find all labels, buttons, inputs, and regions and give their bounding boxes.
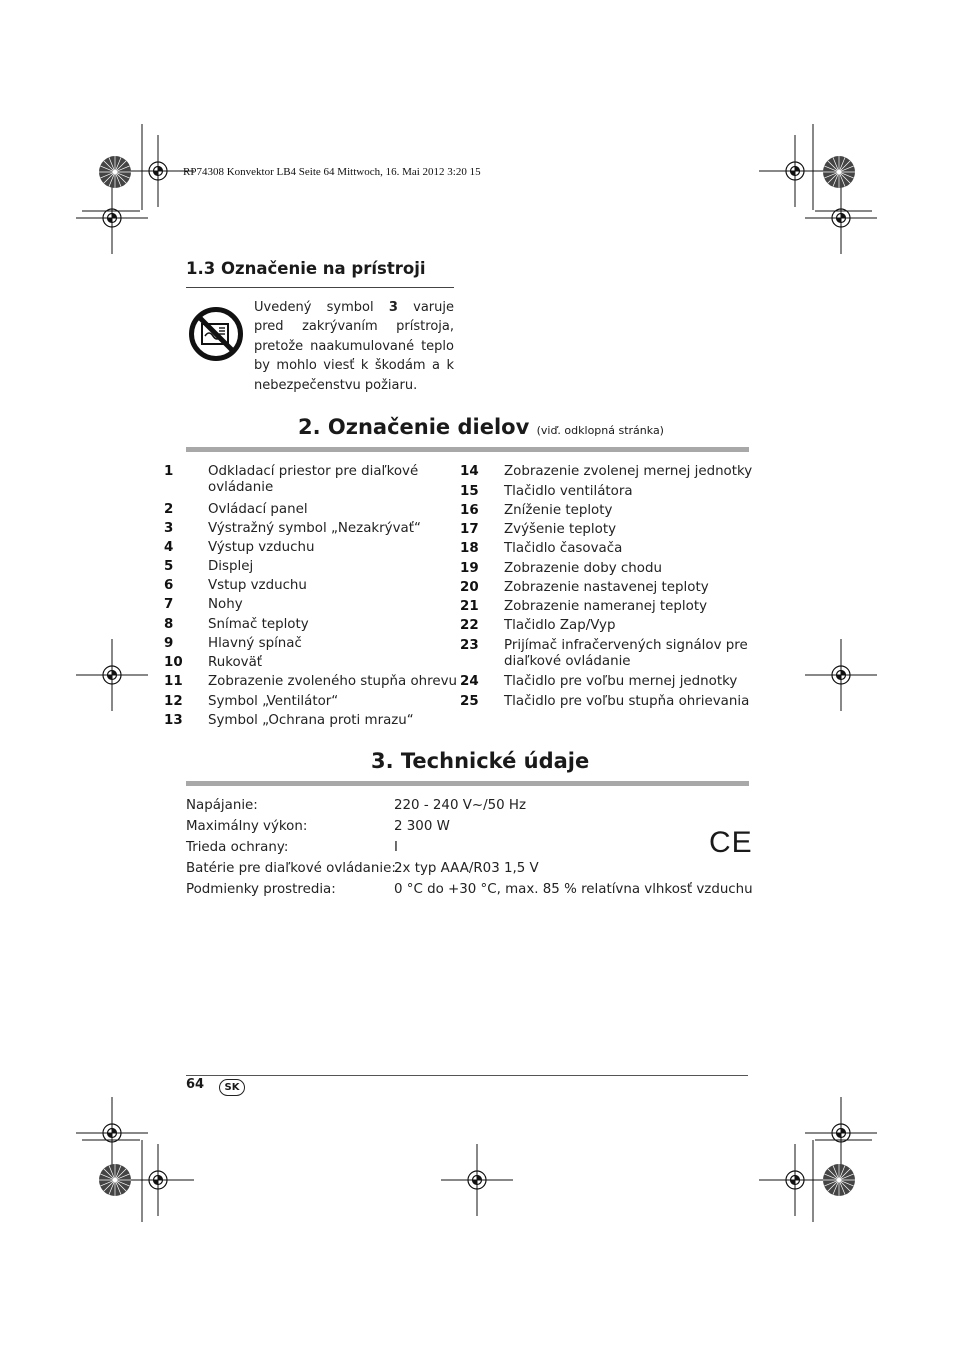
- part-item: [460, 618, 766, 634]
- section-3-title: 3. Technické údaje: [371, 749, 590, 773]
- spec-label: Napájanie:: [186, 798, 258, 813]
- print-job-header: RP74308 Konvektor LB4 Seite 64 Mittwoch, 16. Mai 2012 3:20 15: [183, 166, 481, 178]
- part-label: Tlačidlo ventilátora: [504, 484, 633, 499]
- part-item: [164, 464, 470, 496]
- part-number: 9: [164, 636, 174, 651]
- part-number: 10: [164, 655, 183, 670]
- spec-label: Trieda ochrany:: [186, 840, 289, 855]
- spec-label: Podmienky prostredia:: [186, 882, 336, 897]
- part-item: [460, 484, 766, 500]
- part-item: [460, 503, 766, 519]
- part-label: Ovládací panel: [208, 502, 308, 517]
- part-item: [164, 636, 470, 652]
- part-label: Zobrazenie zvolenej mernej jednotky: [504, 464, 753, 479]
- warning-paragraph: Uvedený symbol 3 varuje pred zakrývaním prístroja, pretože naakumulované teplo by mohlo viesť k škodám a k nebezpečenstvu požiaru.: [254, 300, 454, 393]
- part-label: Odkladací priestor pre diaľkové ovládanie: [208, 464, 419, 495]
- spec-value: 2 300 W: [394, 819, 450, 834]
- part-label: Snímač teploty: [208, 617, 309, 632]
- part-item: [460, 580, 766, 596]
- part-number: 1: [164, 464, 174, 479]
- spec-row: [186, 861, 539, 876]
- part-number: 4: [164, 540, 174, 555]
- part-item: [164, 694, 470, 710]
- section-1-3-rule: [186, 287, 454, 288]
- part-number: 11: [164, 674, 183, 689]
- part-label: Nohy: [208, 597, 243, 612]
- part-number: 16: [460, 503, 479, 518]
- spec-value: I: [394, 840, 398, 855]
- part-label: Symbol „Ventilátor“: [208, 694, 339, 709]
- spec-row: [186, 840, 398, 855]
- part-number: 13: [164, 713, 183, 728]
- page-number: 64: [186, 1077, 205, 1092]
- spec-row: [186, 882, 753, 897]
- part-label: Zobrazenie zvoleného stupňa ohrevu: [208, 674, 458, 689]
- part-item: [164, 655, 470, 671]
- spec-label: Maximálny výkon:: [186, 819, 308, 834]
- spec-value: 0 °C do +30 °C, max. 85 % relatívna vlhkosť vzduchu: [394, 882, 753, 897]
- part-item: [460, 694, 766, 710]
- part-item: [164, 597, 470, 613]
- part-label: Symbol „Ochrana proti mrazu“: [208, 713, 414, 728]
- part-number: 2: [164, 502, 174, 517]
- part-label: Rukoväť: [208, 655, 263, 670]
- section-3-bar: [186, 781, 749, 786]
- language-badge: SK: [219, 1079, 245, 1096]
- part-item: [164, 617, 470, 633]
- part-item: [164, 674, 470, 690]
- spec-label: Batérie pre diaľkové ovládanie:: [186, 861, 396, 876]
- part-item: [460, 522, 766, 538]
- part-number: 18: [460, 541, 479, 556]
- part-number: 8: [164, 617, 174, 632]
- part-number: 24: [460, 674, 479, 689]
- part-label: Tlačidlo časovača: [504, 541, 623, 556]
- part-item: [164, 502, 470, 518]
- spec-row: [186, 819, 450, 834]
- part-item: [460, 464, 766, 480]
- part-item: [460, 541, 766, 557]
- part-item: [164, 521, 470, 537]
- part-label: Zobrazenie doby chodu: [504, 561, 662, 576]
- part-label: Displej: [208, 559, 254, 574]
- part-item: [164, 559, 470, 575]
- symbol-number: 3: [388, 300, 398, 315]
- part-label: Hlavný spínač: [208, 636, 302, 651]
- part-number: 12: [164, 694, 183, 709]
- part-number: 22: [460, 618, 479, 633]
- part-item: [460, 638, 766, 670]
- spec-value: 2x typ AAA/R03 1,5 V: [394, 861, 539, 876]
- part-item: [460, 561, 766, 577]
- part-label: Výstražný symbol „Nezakrývať“: [208, 521, 421, 536]
- part-item: [164, 578, 470, 594]
- part-label: Zníženie teploty: [504, 503, 613, 518]
- part-number: 14: [460, 464, 479, 479]
- spec-row: [186, 798, 527, 813]
- part-label: Vstup vzduchu: [208, 578, 307, 593]
- part-label: Zobrazenie nameranej teploty: [504, 599, 708, 614]
- section-2-title: 2. Označenie dielov (viď. odklopná stránka): [298, 415, 664, 439]
- part-number: 3: [164, 521, 174, 536]
- part-number: 25: [460, 694, 479, 709]
- part-number: 23: [460, 638, 479, 653]
- part-number: 19: [460, 561, 479, 576]
- part-item: [460, 674, 766, 690]
- footer-rule: [186, 1075, 748, 1076]
- part-label: Tlačidlo pre voľbu mernej jednotky: [504, 674, 738, 689]
- part-number: 5: [164, 559, 174, 574]
- section-2-note: (viď. odklopná stránka): [536, 424, 664, 437]
- part-number: 20: [460, 580, 479, 595]
- section-2-bar: [186, 447, 749, 452]
- part-number: 6: [164, 578, 174, 593]
- part-number: 7: [164, 597, 174, 612]
- part-item: [164, 713, 470, 729]
- part-label: Zobrazenie nastavenej teploty: [504, 580, 709, 595]
- part-item: [164, 540, 470, 556]
- part-label: Tlačidlo Zap/Vyp: [504, 618, 616, 633]
- part-label: Prijímač infračervených signálov pre diaľkové ovládanie: [504, 638, 748, 669]
- part-number: 17: [460, 522, 479, 537]
- part-item: [460, 599, 766, 615]
- ce-mark: CE: [709, 826, 753, 859]
- section-1-3-title: 1.3 Označenie na prístroji: [186, 259, 426, 278]
- part-number: 21: [460, 599, 479, 614]
- spec-value: 220 - 240 V~/50 Hz: [394, 798, 527, 813]
- part-label: Zvýšenie teploty: [504, 522, 617, 537]
- part-label: Výstup vzduchu: [208, 540, 315, 555]
- part-label: Tlačidlo pre voľbu stupňa ohrievania: [504, 694, 750, 709]
- part-number: 15: [460, 484, 479, 499]
- no-cover-heater-icon: [188, 306, 244, 362]
